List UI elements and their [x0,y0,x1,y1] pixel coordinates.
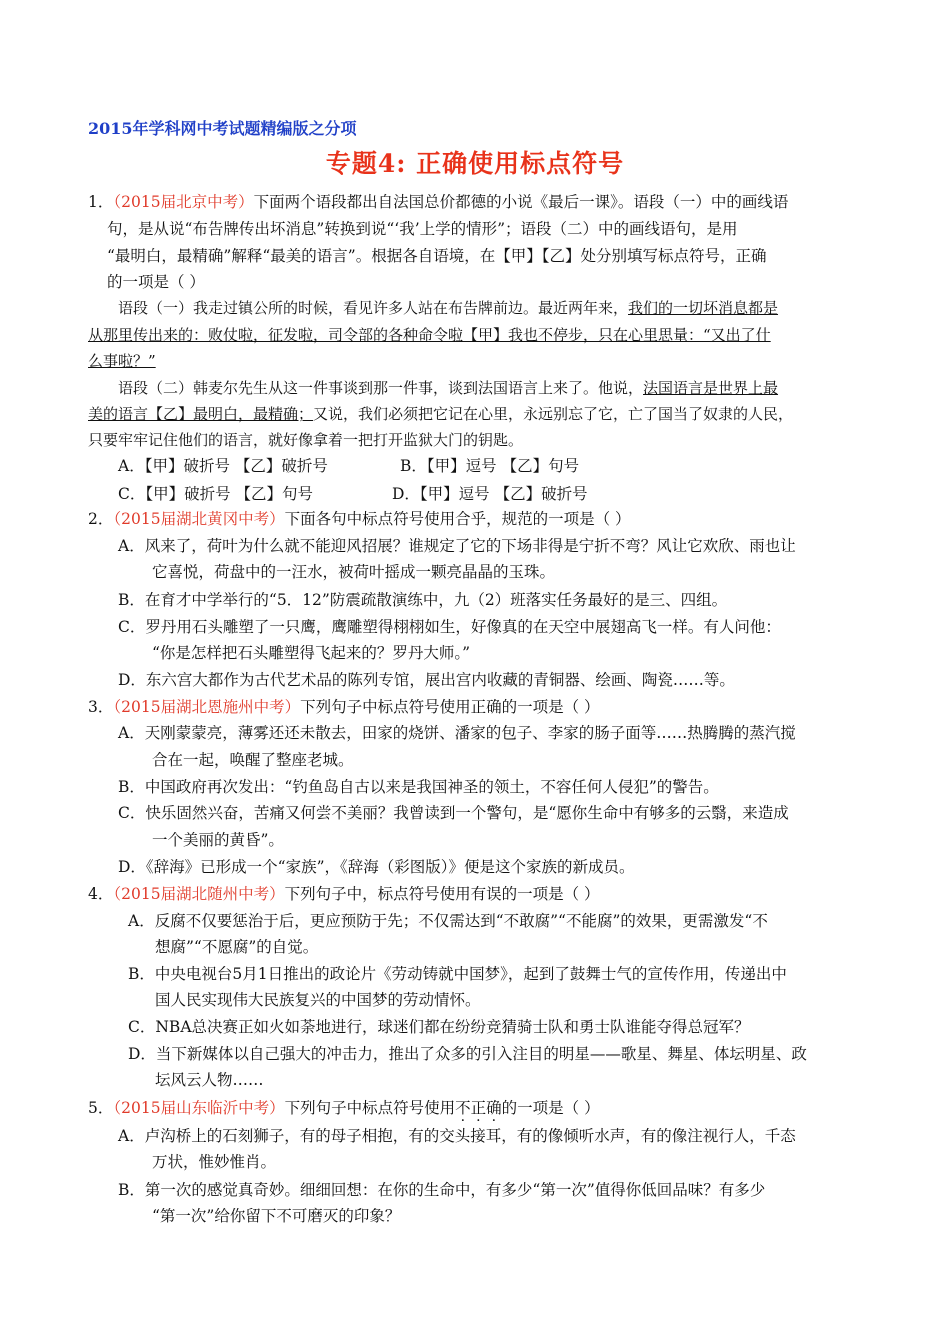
question-5-option-b-cont: “第一次”给你留下不可磨灭的印象？ [152,1207,401,1225]
question-1-line-2: 句，是从说“布告牌传出坏消息”转换到说“‘我’上学的情形”；语段（二）中的画线语句，是用 [107,220,738,238]
question-3-option-c-cont: 一个美丽的黄昏”。 [152,831,284,849]
question-4-option-d: D．当下新媒体以自己强大的冲击力，推出了众多的引入注目的明星——歌星、舞星、体坛明星、政 [128,1045,807,1063]
question-4-option-d-cont: 坛风云人物…… [155,1071,264,1089]
passage-2-line-1: 语段（二）韩麦尔先生从这一件事谈到那一件事，谈到法国语言上来了。他说，法国语言是世界上最 [118,379,779,397]
passage-1-line-2: 从那里传出来的：败仗啦，征发啦，司令部的各种命令啦【甲】我也不停步，只在心里思量：“又出了什 [88,326,771,344]
question-5-option-a: A．卢沟桥上的石刻狮子，有的母子相抱，有的交头接耳，有的像倾听水声，有的像注视行人，千态 [118,1127,796,1145]
passage-2-line-2: 美的语言【乙】最明白，最精确；又说，我们必须把它记在心里，永远别忘了它，亡了国当了奴隶的人民， [88,405,794,423]
question-4-option-a: A．反腐不仅要惩治于后，更应预防于先；不仅需达到“不敢腐”“不能腐”的效果，更需激发“不 [128,912,768,930]
question-3-option-b: B．中国政府再次发出：“钓鱼岛自古以来是我国神圣的领土，不容任何人侵犯”的警告。 [118,778,719,796]
question-5-stem: 5．（2015届山东临沂中考）下列句子中标点符号使用不正确的一项是（ ） [88,1099,600,1117]
question-1-option-d: D．【甲】逗号 【乙】破折号 [392,485,588,503]
question-3-option-a: A．天刚蒙蒙亮，薄雾还还未散去，田家的烧饼、潘家的包子、李家的肠子面等……热腾腾的蒸汽搅 [118,724,796,742]
emphasis-dot: 不 [455,1099,471,1117]
question-2-option-c-cont: “你是怎样把石头雕塑得飞起来的？罗丹大师。” [152,644,471,662]
question-2-option-a-cont: 它喜悦，荷盘中的一汪水，被荷叶摇成一颗亮晶晶的玉珠。 [152,563,556,581]
question-4-option-c: C．NBA总决赛正如火如荼地进行，球迷们都在纷纷竞猜骑士队和勇士队谁能夺得总冠军？ [128,1018,750,1036]
emphasis-dot: 确 [486,1099,502,1117]
series-heading: 2015年学科网中考试题精编版之分项 [88,119,357,138]
question-1-line-4: 的一项是（ ） [107,273,205,291]
question-1-option-b: B．【甲】逗号 【乙】句号 [400,457,580,475]
question-3-option-a-cont: 合在一起，唤醒了整座老城。 [152,751,354,769]
question-4-option-b-cont: 国人民实现伟大民族复兴的中国梦的劳动情怀。 [155,991,481,1009]
page-title: 专题4: 正确使用标点符号 [325,149,625,178]
question-5-option-b: B．第一次的感觉真奇妙。细细回想：在你的生命中，有多少“第一次”值得你低回品味？有多少 [118,1181,766,1199]
question-source: （2015届北京中考） [113,193,254,211]
question-1-option-c: C．【甲】破折号 【乙】句号 [118,485,314,503]
emphasis-dot: 正 [470,1099,487,1117]
question-4-option-b: B．中央电视台5月1日推出的政论片《劳动铸就中国梦》，起到了鼓舞士气的宣传作用，传递出中 [128,965,787,983]
question-2-stem: 2．（2015届湖北黄冈中考）下面各句中标点符号使用合乎，规范的一项是（ ） [88,510,631,528]
question-1-line-1 [88,192,788,212]
question-3-option-c: C．快乐固然兴奋，苦痛又何尝不美丽？我曾读到一个警句，是“愿你生命中有够多的云翳，来造成 [118,804,789,822]
question-4-stem: 4．（2015届湖北随州中考）下列句子中，标点符号使用有误的一项是（ ） [88,885,600,903]
passage-1-line-1: 语段（一）我走过镇公所的时候，看见许多人站在布告牌前边。最近两年来，我们的一切坏消息都是 [118,299,779,317]
question-2-option-b: B．在育才中学举行的“5．12”防震疏散演练中，九（2）班落实任务最好的是三、四组。 [118,591,728,609]
question-3-stem: 3．（2015届湖北恩施州中考）下列句子中标点符号使用正确的一项是（ ） [88,698,600,716]
question-2-option-a: A．风来了，荷叶为什么就不能迎风招展？谁规定了它的下场非得是宁折不弯？风让它欢欣、雨也让 [118,537,796,555]
question-1-line-3: “最明白，最精确”解释“最美的语言”。根据各自语境，在【甲】【乙】处分别填写标点符号，正确 [107,247,767,265]
question-2-option-c: C．罗丹用石头雕塑了一只鹰，鹰雕塑得栩栩如生，好像真的在天空中展翅高飞一样。有人问他： [118,618,781,636]
question-5-option-a-cont: 万状，惟妙惟肖。 [152,1153,277,1171]
question-4-option-a-cont: 想腐”“不愿腐”的自觉。 [155,938,319,956]
question-number: 1． [88,193,114,211]
question-1-option-a: A．【甲】破折号 【乙】破折号 [118,457,328,475]
question-stem: 下面两个语段都出自法国总价都德的小说《最后一课》。语段（一）中的画线语 [253,193,789,211]
passage-1-line-3: 么事啦？” [88,352,156,370]
question-3-option-d: D．《辞海》已形成一个“家族”，《辞海（彩图版）》便是这个家族的新成员。 [118,858,635,876]
passage-2-line-3: 只要牢牢记住他们的语言，就好像拿着一把打开监狱大门的钥匙。 [88,431,524,449]
question-2-option-d: D．东六宫大都作为古代艺术品的陈列专馆，展出宫内收藏的青铜器、绘画、陶瓷……等。 [118,671,735,689]
